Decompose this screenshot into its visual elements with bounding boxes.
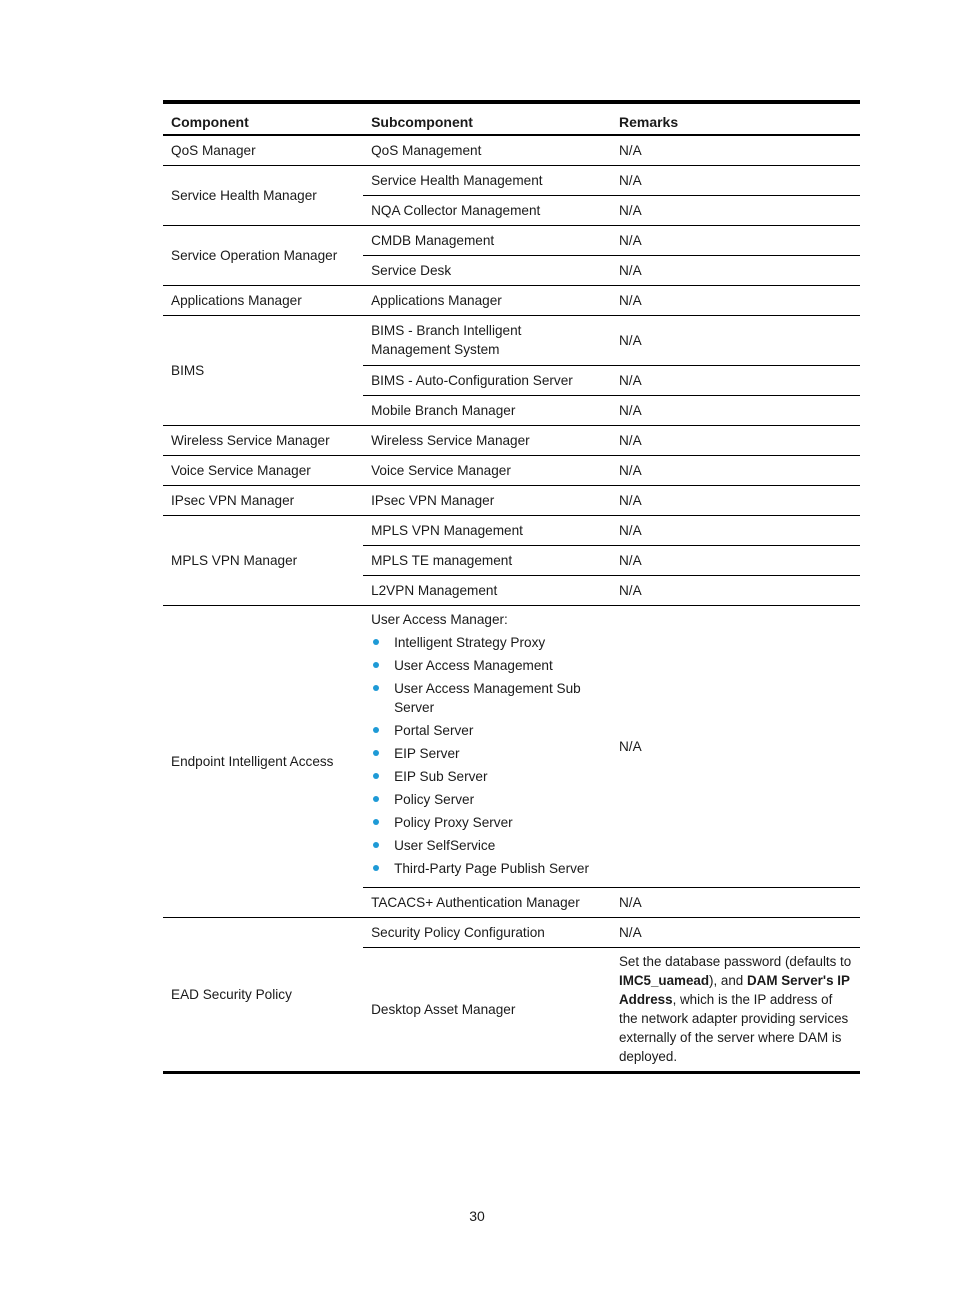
bullet-dot-icon xyxy=(373,865,379,871)
component-cell: IPsec VPN Manager xyxy=(163,486,363,516)
header-remarks: Remarks xyxy=(611,102,860,135)
subcomponent-cell: Service Desk xyxy=(363,256,611,286)
remarks-cell: N/A xyxy=(611,516,860,546)
bullet-dot-icon xyxy=(373,662,379,668)
table-row xyxy=(163,166,860,196)
bullet-dot-icon xyxy=(373,773,379,779)
remarks-cell: N/A xyxy=(611,396,860,426)
subcomponent-cell: BIMS - Auto-Configuration Server xyxy=(363,366,611,396)
subcomponent-cell: TACACS+ Authentication Manager xyxy=(363,888,611,918)
header-subcomponent: Subcomponent xyxy=(363,102,611,135)
page-number: 30 xyxy=(469,1208,485,1224)
remarks-cell: N/A xyxy=(611,606,860,888)
table-row xyxy=(163,486,860,516)
table-row xyxy=(163,286,860,316)
component-cell: Service Health Manager xyxy=(163,166,363,226)
component-cell: BIMS xyxy=(163,316,363,426)
list-item: User Access Management xyxy=(371,656,603,675)
table-row xyxy=(163,516,860,546)
remarks-cell: Set the database password (defaults to IMC5_uamead), and DAM Server's IP Address, which is the IP address of the network adapter providing services externally of the server where DAM is deployed. xyxy=(611,948,860,1073)
component-cell: EAD Security Policy xyxy=(163,918,363,1073)
list-item: Policy Proxy Server xyxy=(371,813,603,832)
bullet-dot-icon xyxy=(373,685,379,691)
list-item: Policy Server xyxy=(371,790,603,809)
component-cell: Service Operation Manager xyxy=(163,226,363,286)
remarks-cell: N/A xyxy=(611,256,860,286)
subcomponent-cell: Security Policy Configuration xyxy=(363,918,611,948)
subcomponent-cell: BIMS - Branch Intelligent Management System xyxy=(363,316,611,366)
list-item: User SelfService xyxy=(371,836,603,855)
table-row xyxy=(163,316,860,366)
default-password: IMC5_uamead xyxy=(618,973,710,988)
list-item: Third-Party Page Publish Server xyxy=(371,859,603,878)
list-item: Portal Server xyxy=(371,721,603,740)
uam-list xyxy=(371,633,603,878)
component-cell: Endpoint Intelligent Access xyxy=(163,606,363,918)
list-item: User Access Management Sub Server xyxy=(371,679,603,717)
component-table xyxy=(163,100,860,1074)
remarks-cell: N/A xyxy=(611,546,860,576)
remarks-cell: N/A xyxy=(611,286,860,316)
subcomponent-cell: QoS Management xyxy=(371,142,482,158)
subcomponent-cell: MPLS VPN Management xyxy=(363,516,611,546)
remarks-cell: N/A xyxy=(611,426,860,456)
subcomponent-cell: Mobile Branch Manager xyxy=(363,396,611,426)
bullet-dot-icon xyxy=(373,819,379,825)
remarks-cell: N/A xyxy=(611,166,860,196)
table-row xyxy=(163,918,860,948)
subcomponent-cell: L2VPN Management xyxy=(363,576,611,606)
remarks-cell: N/A xyxy=(618,142,642,158)
dam-server-ip-label: DAM Server's IP Address xyxy=(618,973,850,1007)
subcomponent-cell: MPLS TE management xyxy=(363,546,611,576)
table-row xyxy=(163,606,860,888)
component-cell: Applications Manager xyxy=(163,286,363,316)
uam-title: User Access Manager: xyxy=(371,612,508,627)
remarks-cell: N/A xyxy=(611,486,860,516)
table-row xyxy=(163,456,860,486)
subcomponent-cell: NQA Collector Management xyxy=(363,196,611,226)
subcomponent-cell: Wireless Service Manager xyxy=(363,426,611,456)
subcomponent-cell: Voice Service Manager xyxy=(363,456,611,486)
header-component: Component xyxy=(163,102,363,135)
remarks-cell: N/A xyxy=(611,226,860,256)
list-item: EIP Server xyxy=(371,744,603,763)
remarks-cell: N/A xyxy=(611,888,860,918)
header-row xyxy=(163,102,860,135)
bullet-dot-icon xyxy=(373,727,379,733)
remarks-cell: N/A xyxy=(611,456,860,486)
remarks-cell: N/A xyxy=(611,918,860,948)
component-cell: Voice Service Manager xyxy=(163,456,363,486)
subcomponent-cell: Desktop Asset Manager xyxy=(363,948,611,1073)
subcomponent-cell xyxy=(363,606,611,888)
bullet-dot-icon xyxy=(373,796,379,802)
remarks-cell: N/A xyxy=(611,576,860,606)
bullet-dot-icon xyxy=(373,750,379,756)
subcomponent-cell: CMDB Management xyxy=(363,226,611,256)
list-item: Intelligent Strategy Proxy xyxy=(371,633,603,652)
remarks-cell: N/A xyxy=(611,196,860,226)
bullet-dot-icon xyxy=(373,842,379,848)
component-cell: QoS Manager xyxy=(171,142,256,158)
subcomponent-cell: Applications Manager xyxy=(363,286,611,316)
bullet-dot-icon xyxy=(373,639,379,645)
table-row xyxy=(163,135,860,166)
remarks-cell: N/A xyxy=(611,366,860,396)
remarks-cell: N/A xyxy=(611,316,860,366)
list-item: EIP Sub Server xyxy=(371,767,603,786)
component-cell: MPLS VPN Manager xyxy=(163,516,363,606)
table-row xyxy=(163,426,860,456)
table-row xyxy=(163,226,860,256)
subcomponent-cell: Service Health Management xyxy=(363,166,611,196)
component-cell: Wireless Service Manager xyxy=(163,426,363,456)
subcomponent-cell: IPsec VPN Manager xyxy=(363,486,611,516)
